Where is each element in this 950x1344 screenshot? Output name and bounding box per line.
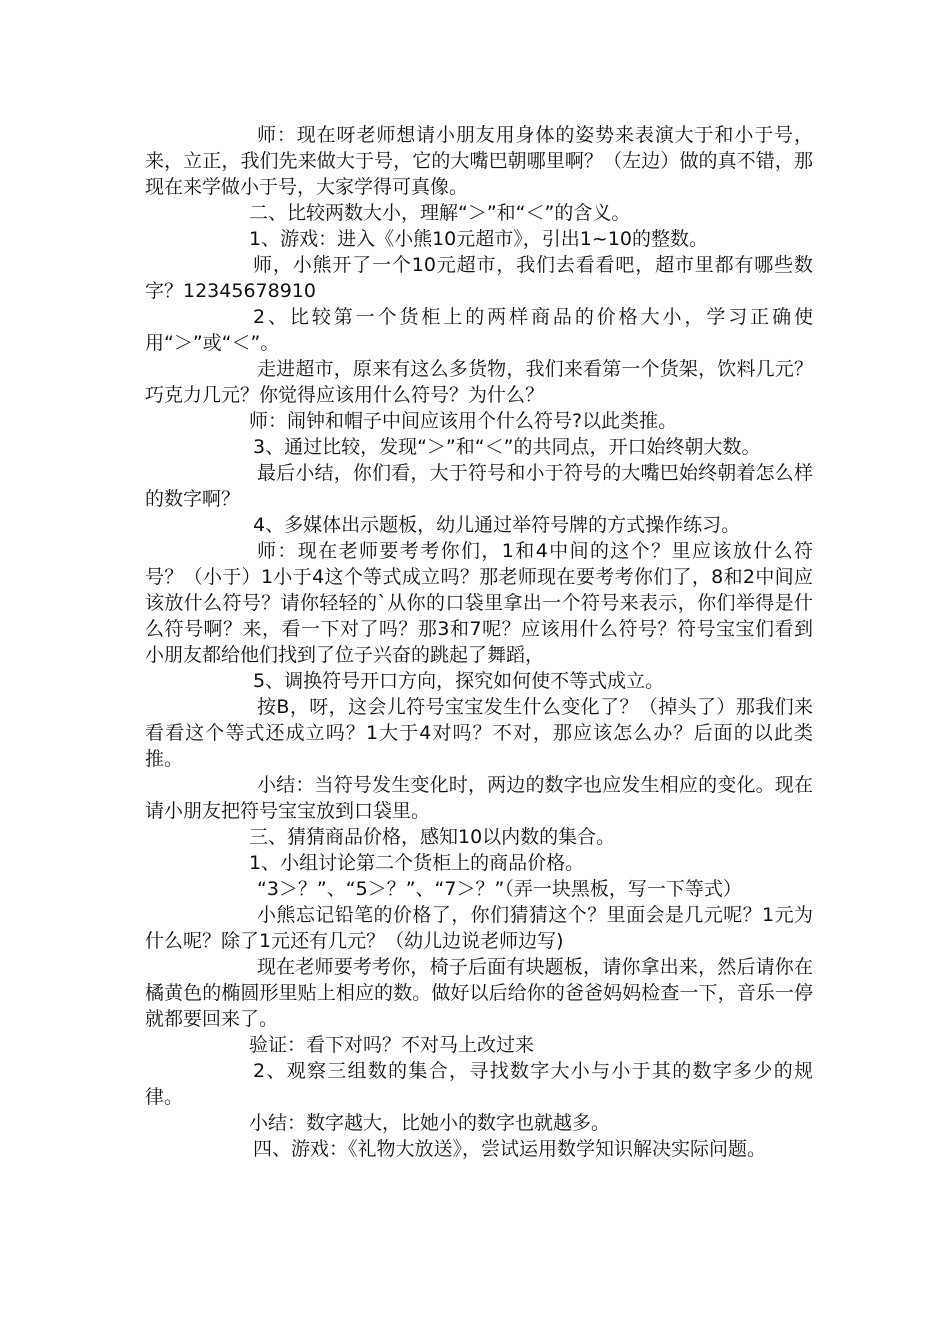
step-1-game: 1、游戏：进入《小熊10元超市》，引出1~10的整数。	[249, 228, 708, 250]
step-5-swap: 5、调换符号开口方向，探究如何使不等式成立。	[253, 670, 665, 692]
paragraph-summary-change: 小结：当符号发生变化时，两边的数字也应发生相应的变化。现在请小朋友把符号宝宝放到口袋里。	[145, 774, 813, 822]
section-heading-three: 三、猜猜商品价格，感知10以内数的集合。	[249, 826, 616, 848]
paragraph-teacher-pose: 师：现在呀老师想请小朋友用身体的姿势来表演大于和小于号，来，立正，我们先来做大于号，它的大嘴巴朝哪里啊？（左边）做的真不错，那现在来学做小于号，大家学得可真像。	[145, 124, 813, 198]
paragraph-inequalities: “3＞？”、“5＞？”、“7＞？”（弄一块黑板，写一下等式）	[257, 878, 742, 900]
step-2-observe-sets: 2、观察三组数的集合，寻找数字大小与小于其的数字多少的规律。	[145, 1060, 813, 1108]
section-heading-four: 四、游戏：《礼物大放送》，尝试运用数学知识解决实际问题。	[253, 1138, 767, 1160]
step-4-multimedia: 4、多媒体出示题板，幼儿通过举符号牌的方式操作练习。	[253, 514, 741, 536]
step-1-group-discussion: 1、小组讨论第二个货柜上的商品价格。	[249, 852, 585, 874]
paragraph-supermarket-numbers: 师，小熊开了一个10元超市，我们去看看吧，超市里都有哪些数字？12345678910	[145, 254, 813, 302]
document-body	[145, 122, 813, 1162]
section-heading-two: 二、比较两数大小，理解“＞”和“＜”的含义。	[249, 202, 631, 224]
paragraph-pencil-price: 小熊忘记铅笔的价格了，你们猜猜这个？里面会是几元呢？1元为什么呢？除了1元还有几元？（幼儿边说老师边写)	[145, 904, 813, 952]
paragraph-clock-hat: 师：闹钟和帽子中间应该用个什么符号?以此类推。	[249, 410, 678, 432]
paragraph-verify: 验证：看下对吗？不对马上改过来	[249, 1034, 535, 1056]
paragraph-teacher-quiz: 师：现在老师要考考你们，1和4中间的这个？里应该放什么符号？（小于）1小于4这个等式成立吗？那老师现在要考考你们了，8和2中间应该放什么符号？请你轻轻的`从你的口袋里拿出一个符号来表示，你们举得是什么符号啊？来，看一下对了吗？那3和7呢？应该用什么符号？符号宝宝们看到小朋友都给他们找到了位子兴奋的跳起了舞蹈，	[145, 540, 813, 666]
step-2-compare: 2、比较第一个货柜上的两样商品的价格大小，学习正确使用“＞”或“＜”。	[145, 306, 813, 354]
paragraph-summary-mouth: 最后小结，你们看，大于符号和小于符号的大嘴巴始终朝着怎么样的数字啊？	[145, 462, 813, 510]
paragraph-summary-larger: 小结：数字越大，比她小的数字也就越多。	[249, 1112, 611, 1134]
step-3-common-point: 3、通过比较，发现“＞”和“＜”的共同点，开口始终朝大数。	[253, 436, 761, 458]
paragraph-question-board: 现在老师要考考你，椅子后面有块题板，请你拿出来，然后请你在橘黄色的椭圆形里贴上相应的数。做好以后给你的爸爸妈妈检查一下，音乐一停就都要回来了。	[145, 956, 813, 1030]
paragraph-first-shelf: 走进超市，原来有这么多货物，我们来看第一个货架，饮料几元？巧克力几元？你觉得应该用什么符号？为什么？	[145, 358, 813, 406]
paragraph-press-b: 按B，呀，这会儿符号宝宝发生什么变化了？（掉头了）那我们来看看这个等式还成立吗？1大于4对吗？不对，那应该怎么办？后面的以此类推。	[145, 696, 813, 770]
